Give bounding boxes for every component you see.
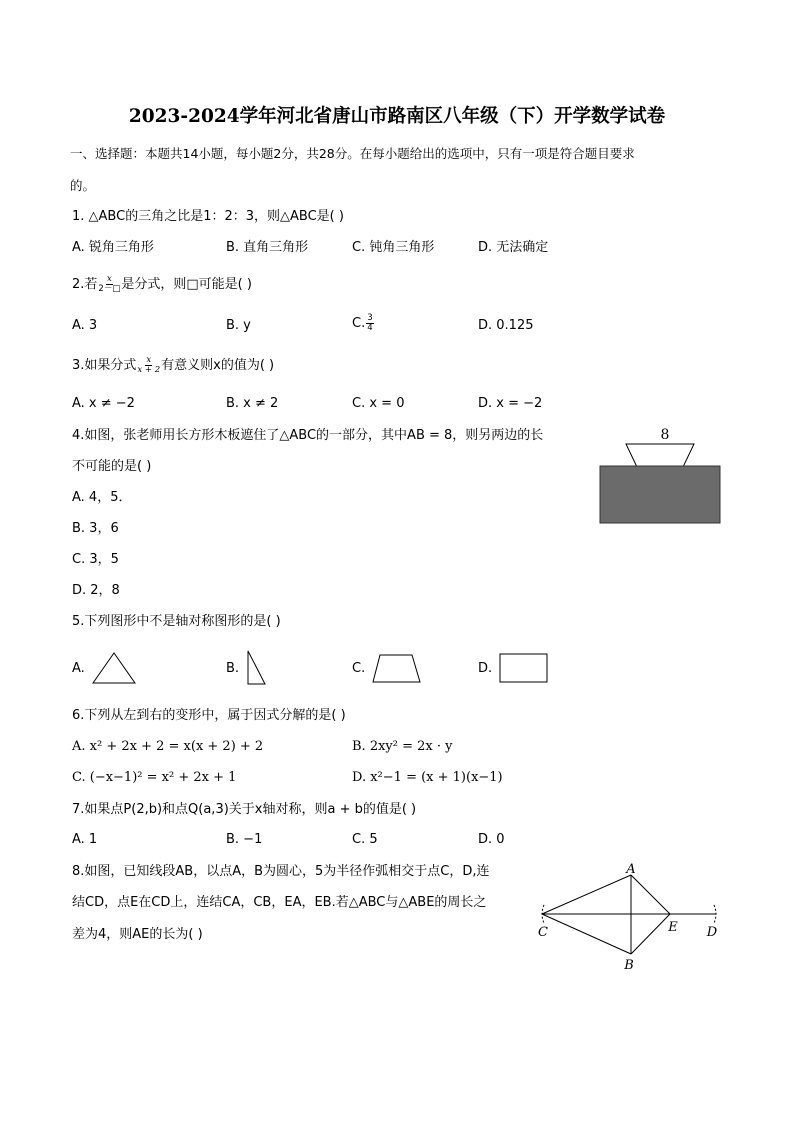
question-1-stem: 1. △ABC的三角之比是1：2：3，则△ABC是( ) [72, 209, 344, 224]
question-7-option-a: A. 1 [72, 832, 98, 847]
question-8-figure [530, 860, 730, 975]
question-7-option-c: C. 5 [352, 832, 378, 847]
question-6-option-a: A. x² + 2x + 2 = x(x + 2) + 2 [72, 739, 264, 754]
question-2-option-d: D. 0.125 [478, 318, 534, 333]
question-5-option-d: D. [478, 661, 493, 676]
question-4-figure-label-ab: 8 [660, 427, 670, 443]
question-2-option-c-denominator: 4 [367, 322, 373, 333]
question-7-option-d: D. 0 [478, 832, 505, 847]
segment-cb [542, 914, 631, 954]
section-heading-cont: 的。 [70, 178, 96, 193]
question-4-stem-line1: 4.如图，张老师用长方形木板遮住了△ABC的一部分，其中AB = 8，则另两边的长 [72, 428, 544, 443]
question-2-option-c-prefix: C. [352, 315, 366, 331]
question-1-option-c: C. 钝角三角形 [352, 240, 435, 255]
question-5-option-c: C. [352, 661, 366, 676]
question-8-stem-line2: 结CD，点E在CD上，连结CA，CB，EA，EB.若△ABC与△ABE的周长之 [72, 895, 487, 910]
question-2-fraction-numerator: x [106, 274, 112, 284]
question-2-stem-pre: 2.若 [72, 276, 98, 292]
question-2-fraction-denominator: 2－□ [98, 283, 121, 294]
segment-eb [631, 914, 670, 954]
question-2-option-c [352, 314, 375, 333]
question-7-option-b: B. −1 [226, 832, 263, 847]
question-3-option-d: D. x = −2 [478, 396, 543, 411]
question-5-option-b: B. [226, 661, 240, 676]
question-5-option-c-shape-trapezoid [370, 652, 424, 686]
question-1-option-d: D. 无法确定 [478, 240, 549, 255]
question-7-stem: 7.如果点P(2,b)和点Q(a,3)关于x轴对称，则a + b的值是( ) [72, 802, 417, 817]
question-2-option-b: B. y [226, 318, 251, 333]
question-2-option-a: A. 3 [72, 318, 98, 333]
question-1-option-a: A. 锐角三角形 [72, 240, 154, 255]
question-2-stem-post: 是分式，则□可能是( ) [121, 276, 252, 292]
section-heading: 一、选择题：本题共14小题，每小题2分，共28分。在每小题给出的选项中，只有一项是符合题目要求 [70, 146, 635, 161]
question-2-stem [72, 275, 252, 294]
point-b-label: B [624, 958, 634, 973]
point-c-label: C [538, 925, 548, 940]
question-6-option-c: C. (−x−1)² = x² + 2x + 1 [72, 770, 237, 785]
question-2-option-c-numerator: 3 [367, 313, 373, 323]
question-3-option-c: C. x = 0 [352, 396, 405, 411]
question-5-option-b-shape-right-triangle [244, 648, 270, 688]
question-3-fraction-denominator: x + 2 [137, 364, 161, 375]
question-5-option-a-shape-triangle [90, 650, 140, 686]
segment-ea [631, 875, 670, 914]
question-4-option-c: C. 3，5 [72, 552, 119, 567]
question-3-option-b: B. x ≠ 2 [226, 396, 279, 411]
question-8-stem-line1: 8.如图，已知线段AB，以点A，B为圆心，5为半径作弧相交于点C，D,连 [72, 864, 490, 879]
question-4-board [600, 466, 720, 523]
question-4-figure [590, 420, 730, 530]
question-6-stem: 6.下列从左到右的变形中，属于因式分解的是( ) [72, 708, 346, 723]
question-3-option-a: A. x ≠ −2 [72, 396, 135, 411]
point-d-label: D [706, 925, 718, 940]
page-title: 2023-2024学年河北省唐山市路南区八年级（下）开学数学试卷 [128, 106, 666, 127]
question-5-option-d-shape-rectangle [497, 651, 551, 685]
point-e-label: E [668, 920, 678, 935]
question-4-option-d: D. 2，8 [72, 583, 120, 598]
question-6-option-b: B. 2xy² = 2x · y [352, 739, 453, 754]
question-1-option-b: B. 直角三角形 [226, 240, 309, 255]
question-5-option-a: A. [72, 661, 85, 676]
question-4-triangle-visible-part [626, 444, 694, 467]
point-a-label: A [626, 862, 636, 877]
segment-ca [542, 875, 631, 914]
question-6-option-d: D. x²−1 = (x + 1)(x−1) [352, 770, 503, 785]
question-4-option-a: A. 4，5． [72, 490, 132, 505]
question-5-stem: 5.下列图形中不是轴对称图形的是( ) [72, 614, 281, 629]
question-4-stem-line2: 不可能的是( ) [72, 459, 152, 474]
question-8-stem-line3: 差为4，则AE的长为( ) [72, 927, 203, 942]
question-4-option-b: B. 3，6 [72, 521, 119, 536]
question-3-fraction [137, 356, 160, 375]
question-3-stem [72, 356, 274, 375]
question-2-option-c-fraction [366, 314, 373, 333]
question-3-stem-post: 有意义则x的值为( ) [161, 357, 275, 373]
question-3-stem-pre: 3.如果分式 [72, 357, 137, 373]
question-2-fraction [98, 275, 120, 294]
question-3-fraction-numerator: x [146, 355, 152, 365]
